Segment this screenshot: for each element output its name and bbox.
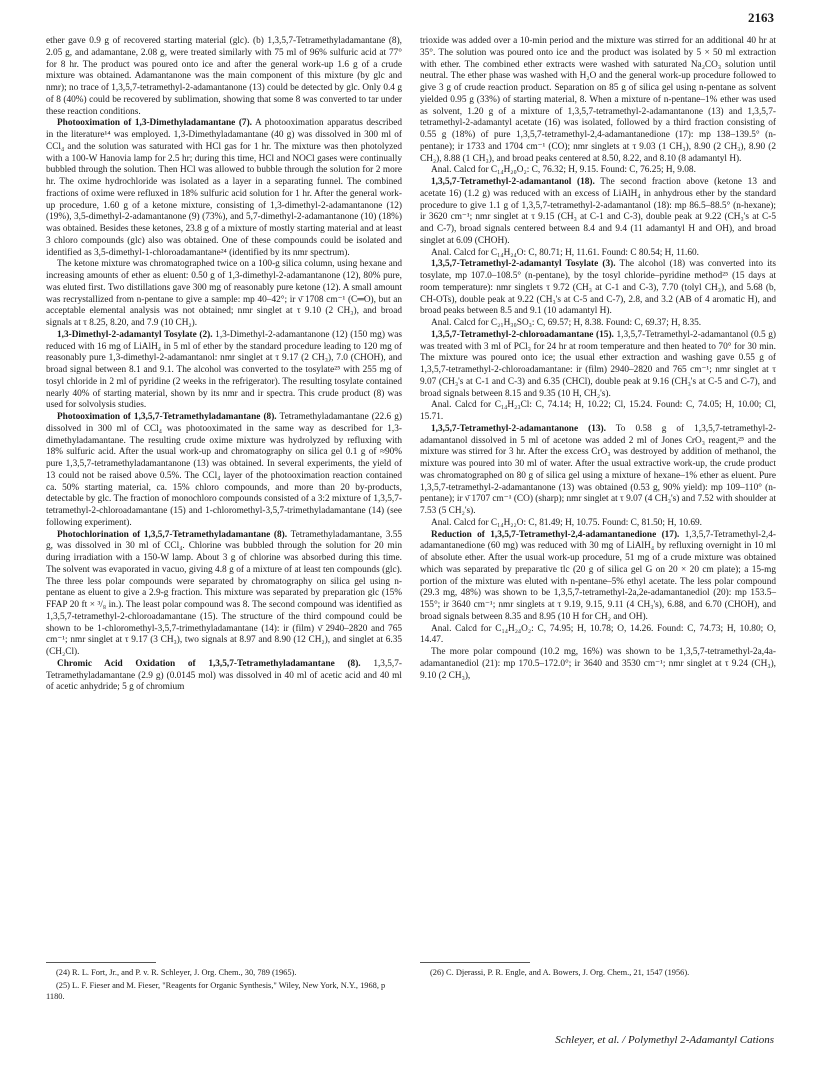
section-heading: 1,3,5,7-Tetramethyl-2-chloroadamantane (15). <box>431 329 614 340</box>
section-heading: Photooximation of 1,3-Dimethyladamantane (7). <box>57 118 253 129</box>
footnote: (24) R. L. Fort, Jr., and P. v. R. Schleyer, J. Org. Chem., 30, 789 (1965). <box>56 968 297 977</box>
left-column <box>46 36 402 694</box>
analysis-paragraph: Anal. Calcd for C₁₄H₂₀O₂: C, 76.32; H, 9.15. Found: C, 76.25; H, 9.08. <box>431 165 696 176</box>
analysis-paragraph: Anal. Calcd for C₂₁H₃₀SO₃: C, 69.57; H, 8.38. Found: C, 69.37; H, 8.35. <box>431 318 702 328</box>
section-heading: Photochlorination of 1,3,5,7-Tetramethyladamantane (8). <box>57 529 288 540</box>
paragraph: 1,3,5,7-Tetramethyl-2-adamantanol (18). The second fraction above (ketone 13 and acetate 16) (1.2 g) was reduced with an excess of LiAlH₄ in anhydrous ether by the standard procedure to give 1.1 g of 1,3,5,7-tetramethyl-2-adamantanol (18): mp 86.5–88.5° (n-hexane); ir 3620 cm⁻¹; nmr singlet at τ 9.15 (CH₃ at C-1 and C-3), double peak at 9.22 (CH₃'s at C-5 and C-7), broad signals centered between 8.4 and 9.4 (11 adamantyl H and OH), and broad singlet at 6.09 (CHOH). <box>420 177 777 246</box>
paragraph: Photochlorination of 1,3,5,7-Tetramethyladamantane (8). Tetramethyladamantane, 3.55 g, was dissolved in 30 ml of CCl₄. Chlorine was bubbled through the solution for 20 min during irradiation with a 150-W lamp. About 3 g of chlorine was absorbed during this time. The solvent was evaporated in vacuo, giving 4.8 g of a mixture of at least ten compounds (glc). The three less polar compounds were separated by chromatography on silica gel using n-pentane as eluent to give a 2.9-g fraction. This mixture was separated by preparation glc (15% FFAP 20 ft × ³/₈ in.). The least polar compound was 8. The second compound was identified as 1,3,5,7-tetramethyl-2-chloroadamantane (15). The structure of the third compound could be shown to be 1-chloromethyl-3,5,7-trimethyladamantane (14): ir (film) ν̄ 2940–2820 and 765 cm⁻¹; nmr singlet at τ 9.17 (3 CH₃), two signals at 8.97 and 8.90 (12 CH₂), and singlet at 6.35 (CH₂Cl). <box>46 529 402 657</box>
paragraph: 1,3,5,7-Tetramethyl-2-adamantyl Tosylate (3). The alcohol (18) was converted into its tosylate, mp 107.0–108.5° (n-pentane), by the tosyl chloride–pyridine method²⁵ (15 days at room temperature): nmr singlets τ 9.72 (CH₃ at C-1 and C-3), 7.70 (tolyl CH₃), and 5.68 (b, CH-OTs), double peak at 9.22 (CH₃'s at C-5 and C-7), 2.8, and 3.2 (AB of 4 aromatic H), and broad peaks between 8.5 and 9.1 (10 adamantyl H). <box>420 259 777 317</box>
footnotes-right <box>420 968 776 981</box>
paragraph: 1,3,5,7-Tetramethyl-2-chloroadamantane (15). 1,3,5,7-Tetramethyl-2-adamantanol (0.5 g) was treated with 3 ml of PCl₃ for 24 hr at room temperature and then heated to 70° for 30 min. The mixture was poured onto ice; the usual ether extraction and washing gave 0.55 g of 1,3,5,7-tetramethyl-2-chloroadamantane: ir (film) 2940–2820 and 765 cm⁻¹; nmr singlet at τ 9.07 (CH₃'s at C-1 and C-3) and 6.35 (CHCl), double peak at 9.16 (CH₃'s at C-5 and C-7), and broad signals between 8.15 and 9.35 (10 H, CH₂'s). <box>420 329 777 399</box>
section-heading: 1,3,5,7-Tetramethyl-2-adamantyl Tosylate (3). <box>431 259 616 270</box>
paragraph: Photooximation of 1,3,5,7-Tetramethyladamantane (8). Tetramethyladamantane (22.6 g) dissolved in 300 ml of CCl₄ was photooximated in the same way as described for 1,3-dimethyladamantane. The resulting crude oxime mixture was hydrolyzed by refluxing with 18% sulfuric acid. After the usual work-up and chromatography on silica gel 0.1 g of ≈90% pure 1,3,5,7-tetramethyladamantanone (13) was obtained. In several experiments, the yield of 13 could not be raised above 0.5%. The CCl₄ layer of the photooximation reaction contained ca. 50% starting material, ca. 15% chloro compounds, and more than 20 by-products, detectable by glc. The fraction of monochloro compounds consisted of a 3:2 mixture of 1,3,5,7-tetramethyl-2-chloroadamantane (15) and 1-chloromethyl-3,5,7-trimethyladamantane (14) (see following experiment). <box>46 412 402 528</box>
analysis-paragraph: Anal. Calcd for C₁₄H₂₄O₂: C, 74.95; H, 10.78; O, 14.26. Found: C, 74.73; H, 10.80; O, 14.47. <box>420 623 776 646</box>
analysis-paragraph: Anal. Calcd for C₁₄H₂₄O: C, 80.71; H, 11.61. Found: C 80.54; H, 11.60. <box>431 247 699 258</box>
footnote-rule <box>420 962 530 963</box>
paragraph: 1,3,5,7-Tetramethyl-2-adamantanone (13). To 0.58 g of 1,3,5,7-tetramethyl-2-adamantanol dissolved in 5 ml of acetone was added 2 ml of Jones CrO₃ reagent,²⁵ and the mixture was stirred for 3 hr. After the excess CrO₃ was destroyed by addition of methanol, the mixture was poured into 30 ml of water. After the usual extractive work-up, the crude product was chromatographed on 80 g of silica gel using a mixture of hexane–1% ether as eluent. Pure 1,3,5,7-tetramethyl-2-adamantanone (13) was obtained (0.53 g, 90% yield): mp 109–110° (n-pentane); ir ν̄ 1707 cm⁻¹ (CO) (sharp); nmr singlet at τ 9.07 (4 CH₃'s) and 7.52 with shoulder at 7.53 (5 CH₂'s). <box>420 423 776 516</box>
paragraph: ether gave 0.9 g of recovered starting material (glc). (b) 1,3,5,7-Tetramethyladamantane (8), 2.05 g, and adamantane, 2.08 g, were treated similarly with 75 ml of 96% sulfuric acid at 77° for 8 hr. The product was poured onto ice and after the general work-up 1.6 g of a crude mixture was obtained. Adamantanone was the main component of this mixture (by glc and nmr); no trace of 1,3,5,7-tetramethyl-2-adamantanone (13) could be detected by glc. Only 0.4 g of 8 (40%) could be recovered by sublimation, showing that some 8 was converted to tar under these reaction conditions. <box>46 36 402 117</box>
paragraph: 1,3-Dimethyl-2-adamantyl Tosylate (2). 1,3-Dimethyl-2-adamantanone (12) (150 mg) was reduced with 16 mg of LiAlH₄ in 5 ml of ether by the standard procedure leading to 120 mg of reasonably pure 1,3-dimethyl-2-adamantanol: nmr singlet at τ 9.17 (2 CH₃), 7.0 (CHOH), and broad signal between 8.1 and 9.1. The alcohol was converted to the tosylate²⁵ with 255 mg of tosyl chloride in 2 ml of pyridine (2 weeks in the refrigerator). The resulting tosylate contained nearly 40% of starting material, shown by its nmr and ir spectra. This crude product (8) was used for solvolysis studies. <box>46 329 402 411</box>
paragraph: The more polar compound (10.2 mg, 16%) was shown to be 1,3,5,7-tetramethyl-2a,4a-adamantanediol (21): mp 170.5–172.0°; ir 3640 and 3530 cm⁻¹; nmr singlet at τ 9.24 (CH₃), 9.10 (2 CH₃), <box>420 647 776 681</box>
paragraph: trioxide was added over a 10-min period and the mixture was stirred for an additional 40 hr at 35°. The solution was poured onto ice and the product was isolated by 5 × 50 ml extraction with ether. The combined ether extracts were washed with saturated Na₂CO₃ solution until neutral. The ether phase was washed with H₂O and the general work-up procedure followed to give 3 g of crude reaction product. Separation on 85 g of silica gel using n-pentane as solvent yielded 0.95 g (33%) of starting material, 8. When a mixture of n-pentane–1% ether was used as solvent, 1.20 g of a mixture of 1,3,5,7-tetramethyl-2-adamantanone (13) and 1,3,5,7-tetramethyl-2-adamantyl acetate (16) was isolated, followed by a third fraction consisting of 0.55 g (18%) of pure 1,3,5,7-tetramethyl-2,4-adamantanedione (17): mp 138–139.5° (n-pentane); ir 1733 and 1704 cm⁻¹ (CO); nmr singlets at τ 9.03 (1 CH₃), 8.90 (2 CH₃), 8.90 (2 CH₂), 8.88 (1 CH₃), and broad peaks centered at 8.50, 8.22, and 8.10 (8 adamantyl H). <box>420 36 776 164</box>
analysis-paragraph: Anal. Calcd for C₁₄H₂₂O: C, 81.49; H, 10.75. Found: C, 81.50; H, 10.69. <box>431 517 702 528</box>
section-heading: Chromic Acid Oxidation of 1,3,5,7-Tetramethyladamantane (8). <box>57 658 361 669</box>
running-footer: Schleyer, et al. / Polymethyl 2-Adamantyl Cations <box>555 1034 774 1046</box>
section-heading: 1,3,5,7-Tetramethyl-2-adamantanol (18). <box>431 177 595 187</box>
section-heading: 1,3-Dimethyl-2-adamantyl Tosylate (2). <box>57 329 213 340</box>
footnote: (25) L. F. Fieser and M. Fieser, "Reagents for Organic Synthesis," Wiley, New York, N.Y., 1968, p 1180. <box>46 980 386 1001</box>
section-heading: 1,3,5,7-Tetramethyl-2-adamantanone (13). <box>431 423 606 434</box>
section-heading: Reduction of 1,3,5,7-Tetramethyl-2,4-adamantanedione (17). <box>431 529 680 540</box>
paragraph: The ketone mixture was chromatographed twice on a 100-g silica column, using hexane and increasing amounts of ether as eluent: 0.50 g of 1,3-dimethyl-2-adamantanone (12), 80% pure, was eluted first. Two distillations gave 300 mg of reasonably pure ketone (12). A small amount was recrystallized from n-pentane to give a sample: mp 40–42°; ir ν̄ 1708 cm⁻¹ (C═O), but an acceptable elemental analysis was not obtained; nmr singlet at τ 9.10 (2 CH₃), and broad signals at τ 8.25, 8.20, and 7.9 (10 CH₂). <box>46 259 402 328</box>
right-column <box>420 36 776 682</box>
section-heading: Photooximation of 1,3,5,7-Tetramethyladamantane (8). <box>57 412 277 422</box>
paragraph: Chromic Acid Oxidation of 1,3,5,7-Tetramethyladamantane (8). 1,3,5,7-Tetramethyladamantane (2.9 g) (0.0145 mol) was dissolved in 40 ml of acetic acid and 40 ml of acetic anhydride; 5 g of chromium <box>46 658 402 693</box>
footnote-rule <box>46 962 156 963</box>
page-number: 2163 <box>748 10 774 25</box>
analysis-paragraph: Anal. Calcd for C₁₄H₂₃Cl: C, 74.14; H, 10.22; Cl, 15.24. Found: C, 74.05; H, 10.00; Cl, 15.71. <box>420 400 776 422</box>
paragraph: Reduction of 1,3,5,7-Tetramethyl-2,4-adamantanedione (17). 1,3,5,7-Tetramethyl-2,4-adamantanedione (60 mg) was reduced with 30 mg of LiAlH₄ by refluxing overnight in 10 ml of absolute ether. After the usual work-up procedure, 51 mg of a crude mixture was obtained which was separated by preparative tlc (20 g of silica gel G on 20 × 20 cm plate); a 15-mg portion of the mixture was eluted with n-pentane–5% ethyl acetate. The less polar compound (29.3 mg, 48%) was shown to be 1,3,5,7-tetramethyl-2a,2e-adamantanediol (20): mp 153.5–155°; ir 3640 cm⁻¹; nmr singlets at τ 9.19, 9.15, 9.11 (4 CH₃'s), 6.88, and 6.70 (CHOH), and broad signals between 8.35 and 8.95 (10 H for CH₂ and OH). <box>420 529 776 622</box>
footnotes-left <box>46 968 402 1004</box>
paragraph: Photooximation of 1,3-Dimethyladamantane (7). A photooximation apparatus described in the literature¹⁴ was employed. 1,3-Dimethyladamantane (40 g) was dissolved in 300 ml of CCl₄ and the solution was saturated with HCl gas for 1 hr. The mixture was then photolyzed with a 100-W Hanovia lamp for 2.5 hr; during this time, HCl and NOCl gases were continually bubbled through the solution. Then HCl was allowed to bubble through the solution for 2 more hr. The oxime hydrochloride was isolated as a layer in a separating funnel. The combined fractions of oxime were refluxed in 18% sulfuric acid solution for 1 hr. After the general work-up procedure, 1.60 g of a ketone mixture, consisting of 1,3-dimethyl-2-adamantanone (12) (19%), 3,5-dimethyl-2-adamantanone (9) (73%), and 5,7-dimethyl-2-adamantanone (10) (18%) was obtained. Besides these ketones, 23.8 g of a mixture of mostly starting material and at least 3 chloro compounds (glc) also was obtained. One of these compounds could be isolated and identified as 3,5-dimethyl-1-chloroadamantane²⁴ (identified by its nmr spectrum). <box>46 118 402 258</box>
footnote: (26) C. Djerassi, P. R. Engle, and A. Bowers, J. Org. Chem., 21, 1547 (1956). <box>430 968 690 977</box>
